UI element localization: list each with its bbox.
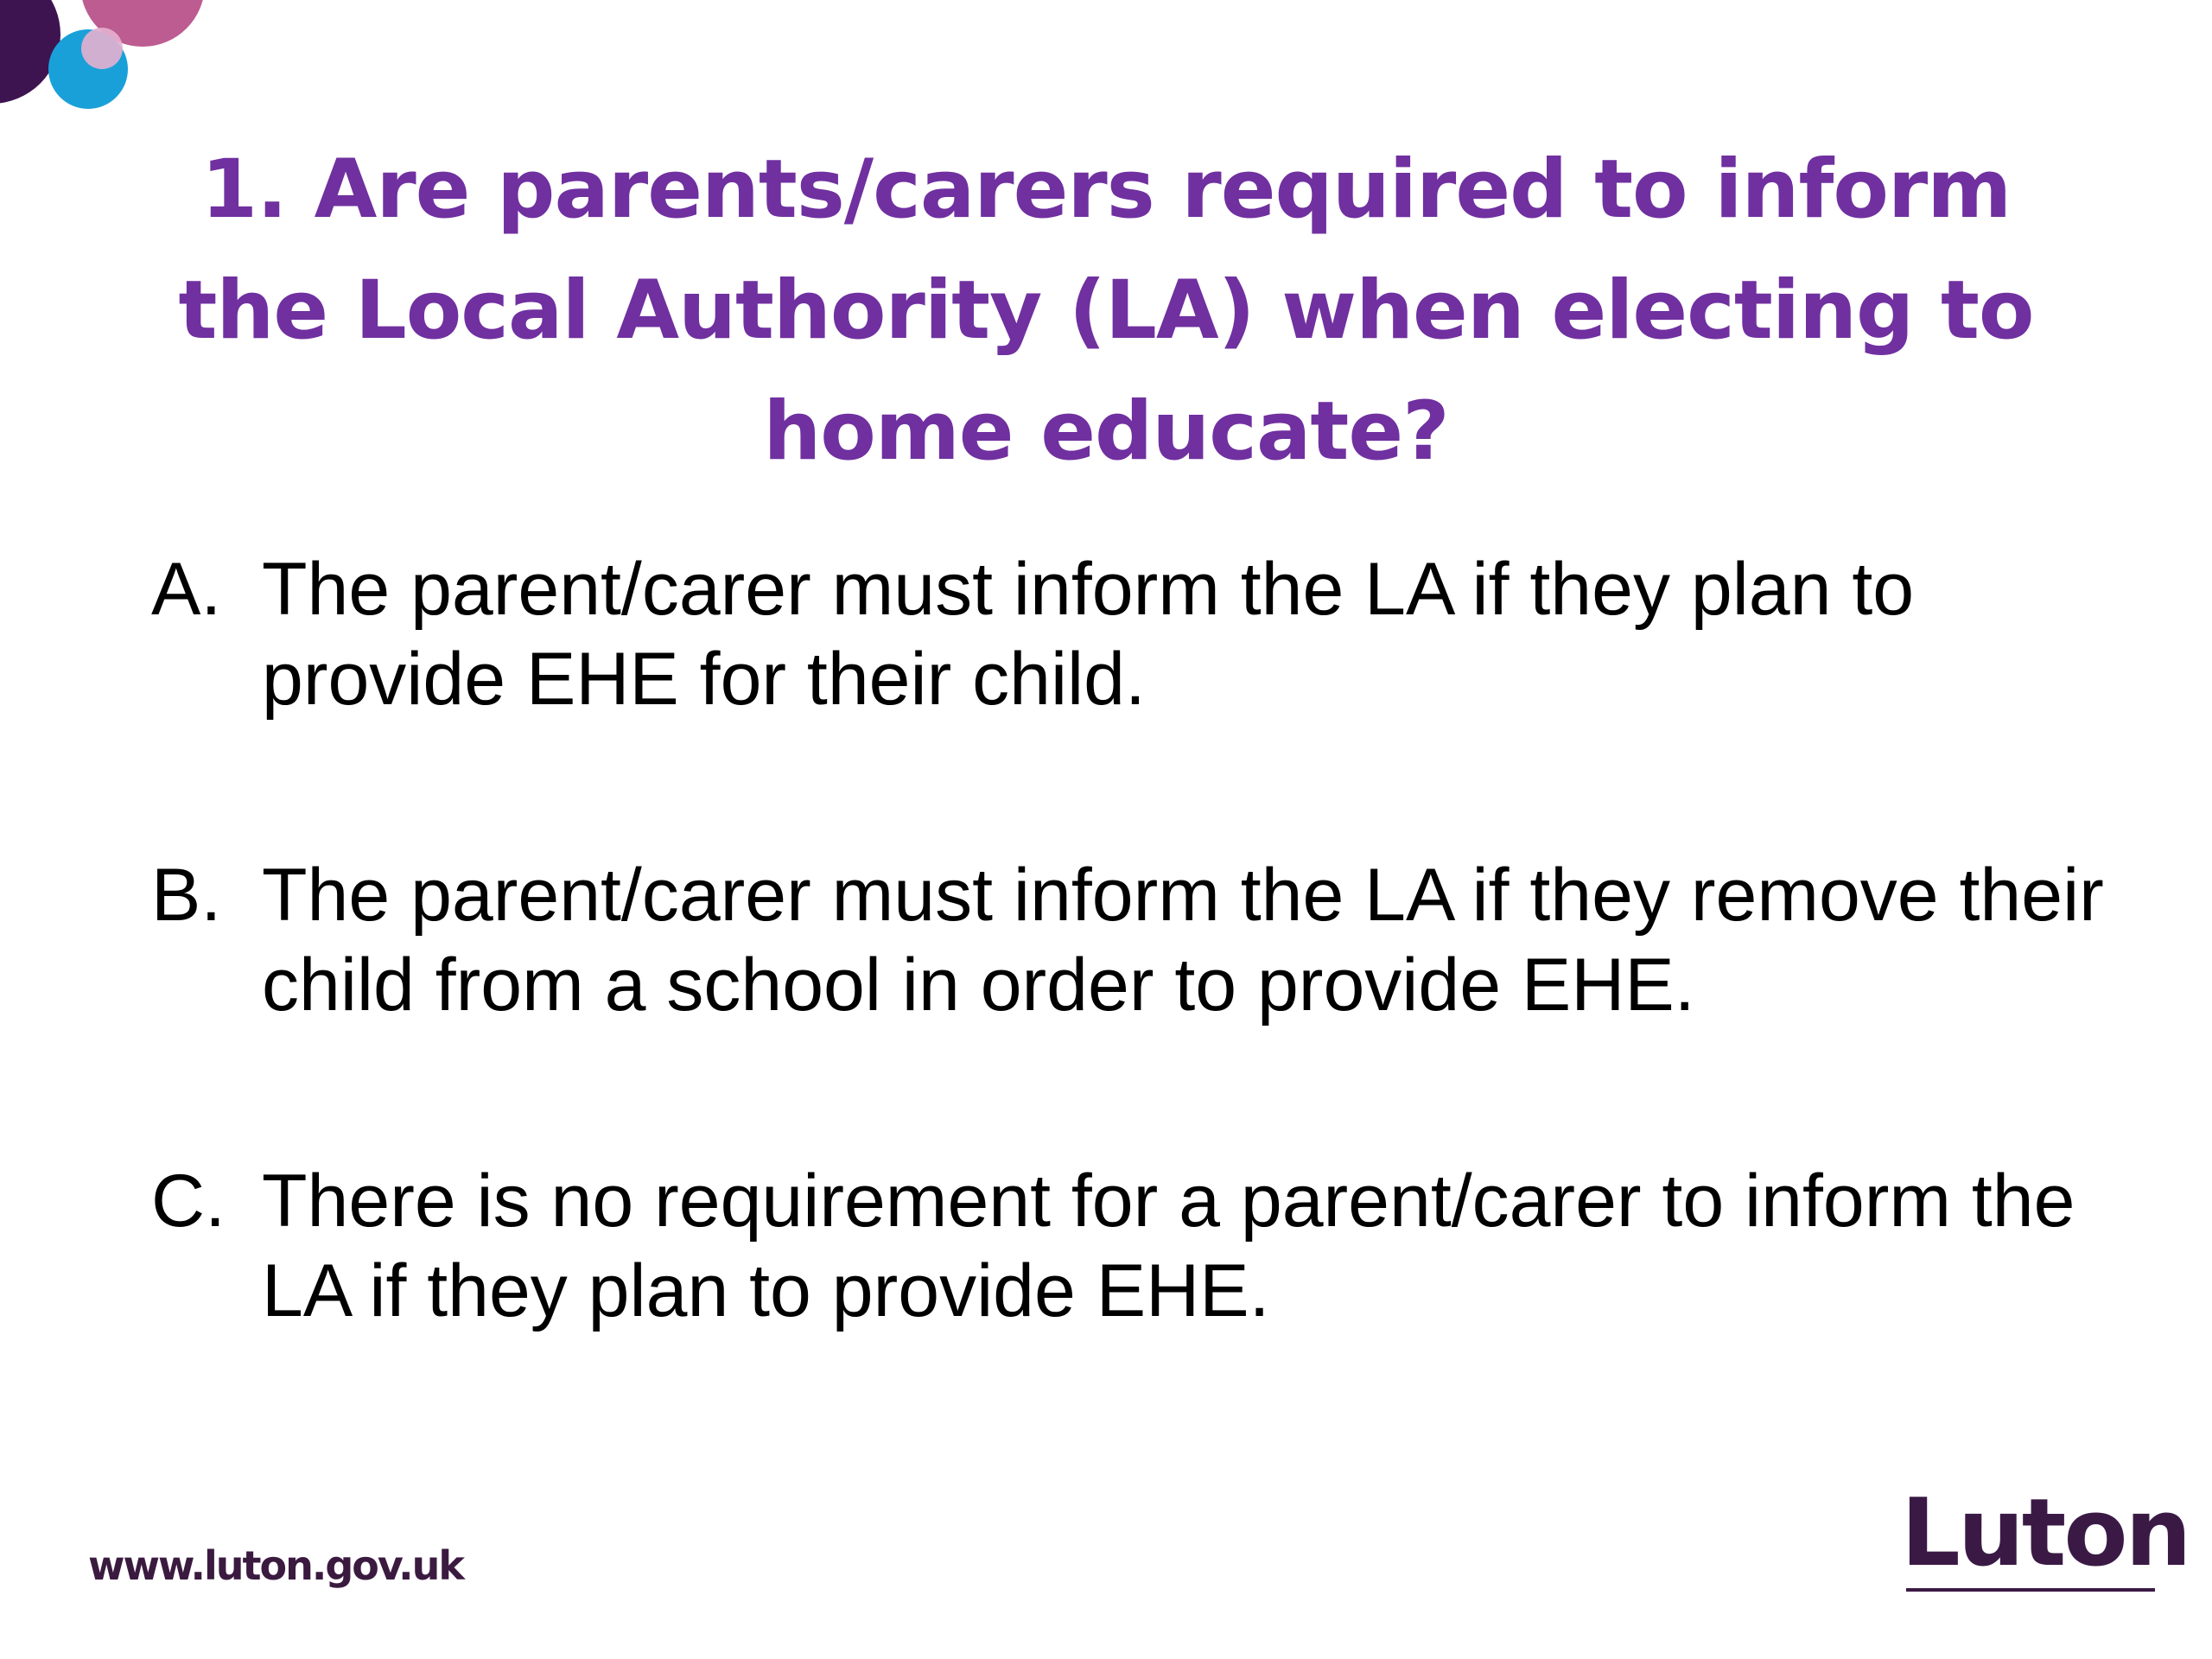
bubbles-decoration-icon xyxy=(0,0,225,121)
option-letter: B. xyxy=(151,854,222,937)
option-text: There is no requirement for a parent/carer to inform the LA if they plan to provide EHE. xyxy=(262,1160,2075,1332)
answer-options xyxy=(151,544,2139,1336)
option-text: The parent/carer must inform the LA if they plan to provide EHE for their child. xyxy=(262,548,1915,721)
logo-underline xyxy=(1906,1588,2155,1592)
option-letter: A. xyxy=(151,548,222,631)
option-c xyxy=(151,1156,2139,1336)
logo-text: Luton xyxy=(1901,1479,2190,1587)
footer-url: www.luton.gov.uk xyxy=(88,1542,463,1589)
option-letter: C. xyxy=(151,1160,226,1243)
option-b xyxy=(151,850,2139,1030)
luton-logo xyxy=(1901,1479,2190,1592)
slide-title: 1. Are parents/carers required to inform the Local Authority (LA) when electing to home educate? xyxy=(178,143,2034,479)
option-text: The parent/carer must inform the LA if they remove their child from a school in order to provide EHE. xyxy=(262,854,2104,1027)
option-a xyxy=(151,544,2139,724)
